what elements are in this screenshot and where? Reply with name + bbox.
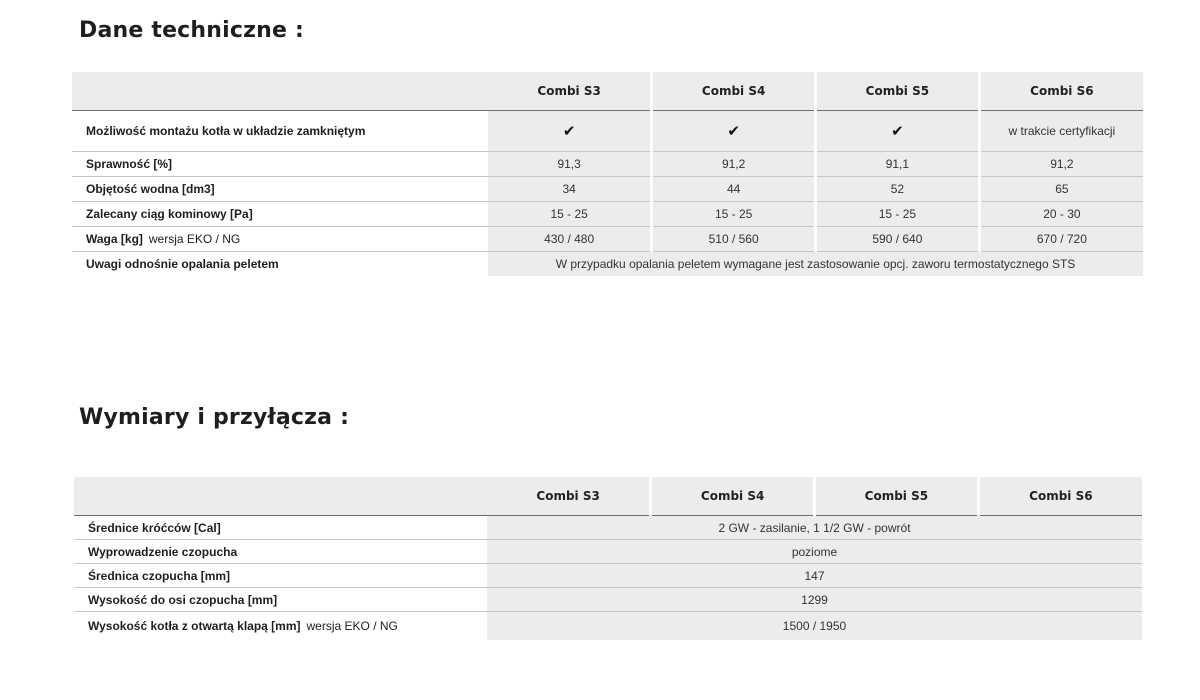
row-label: Uwagi odnośnie opalania peletem xyxy=(72,252,488,277)
cell-value: 34 xyxy=(488,177,652,202)
column-header-combi-s6: Combi S6 xyxy=(979,72,1143,111)
section-title-dimensions-connections: Wymiary i przyłącza : xyxy=(79,405,350,430)
table-header-row xyxy=(72,72,1143,111)
table-row xyxy=(74,564,1142,588)
table-row xyxy=(72,202,1143,227)
column-header-combi-s5: Combi S5 xyxy=(816,72,980,111)
column-header-combi-s5: Combi S5 xyxy=(815,477,979,516)
check-icon: ✔ xyxy=(652,111,816,152)
merged-cell-value: 1500 / 1950 xyxy=(487,612,1142,641)
merged-cell-value: 2 GW - zasilanie, 1 1/2 GW - powrót xyxy=(487,516,1142,540)
cell-value: 15 - 25 xyxy=(488,202,652,227)
column-header-combi-s6: Combi S6 xyxy=(978,477,1142,516)
cell-value: 20 - 30 xyxy=(979,202,1143,227)
row-label: Zalecany ciąg kominowy [Pa] xyxy=(72,202,488,227)
merged-cell-value: 147 xyxy=(487,564,1142,588)
row-label: Waga [kg] xyxy=(86,232,143,246)
row-label: Średnice króćców [Cal] xyxy=(74,516,487,540)
technical-data-table xyxy=(72,72,1143,276)
cell-value: 15 - 25 xyxy=(652,202,816,227)
table-row xyxy=(74,540,1142,564)
row-label: Wysokość do osi czopucha [mm] xyxy=(74,588,487,612)
cell-value: 670 / 720 xyxy=(979,227,1143,252)
row-label-with-sub xyxy=(72,227,488,252)
cell-value: 44 xyxy=(652,177,816,202)
check-icon: ✔ xyxy=(816,111,980,152)
column-header-combi-s4: Combi S4 xyxy=(651,477,815,516)
row-label: Objętość wodna [dm3] xyxy=(72,177,488,202)
row-label: Możliwość montażu kotła w układzie zamkniętym xyxy=(72,111,488,152)
row-sublabel: wersja EKO / NG xyxy=(148,232,241,246)
row-label: Wyprowadzenie czopucha xyxy=(74,540,487,564)
table-row xyxy=(72,152,1143,177)
table-row xyxy=(72,177,1143,202)
row-label-with-sub xyxy=(74,612,487,641)
table-row xyxy=(74,516,1142,540)
merged-cell-value: W przypadku opalania peletem wymagane jest zastosowanie opcj. zaworu termostatycznego STS xyxy=(488,252,1143,277)
merged-cell-value: 1299 xyxy=(487,588,1142,612)
cell-value: 91,1 xyxy=(816,152,980,177)
table-row xyxy=(72,252,1143,277)
cell-value: 91,2 xyxy=(652,152,816,177)
column-header-combi-s4: Combi S4 xyxy=(652,72,816,111)
row-label: Wysokość kotła z otwartą klapą [mm] xyxy=(88,619,301,633)
table-header-row xyxy=(74,477,1142,516)
cell-value: 91,3 xyxy=(488,152,652,177)
cell-value: 430 / 480 xyxy=(488,227,652,252)
check-icon: ✔ xyxy=(488,111,652,152)
table-row xyxy=(72,111,1143,152)
dimensions-table xyxy=(74,477,1142,640)
cell-value: 65 xyxy=(979,177,1143,202)
cell-value: 91,2 xyxy=(979,152,1143,177)
column-header-combi-s3: Combi S3 xyxy=(487,477,651,516)
merged-cell-value: poziome xyxy=(487,540,1142,564)
table-row xyxy=(72,227,1143,252)
cell-value: 52 xyxy=(816,177,980,202)
cell-value: 15 - 25 xyxy=(816,202,980,227)
table-row xyxy=(74,588,1142,612)
cell-value: 590 / 640 xyxy=(816,227,980,252)
cell-value: w trakcie certyfikacji xyxy=(979,111,1143,152)
row-sublabel: wersja EKO / NG xyxy=(306,619,398,633)
row-label: Średnica czopucha [mm] xyxy=(74,564,487,588)
section-title-technical-data: Dane techniczne : xyxy=(79,18,304,43)
cell-value: 510 / 560 xyxy=(652,227,816,252)
column-header-combi-s3: Combi S3 xyxy=(488,72,652,111)
header-corner-cell xyxy=(72,72,488,111)
table-row xyxy=(74,612,1142,641)
row-label: Sprawność [%] xyxy=(72,152,488,177)
header-corner-cell xyxy=(74,477,487,516)
